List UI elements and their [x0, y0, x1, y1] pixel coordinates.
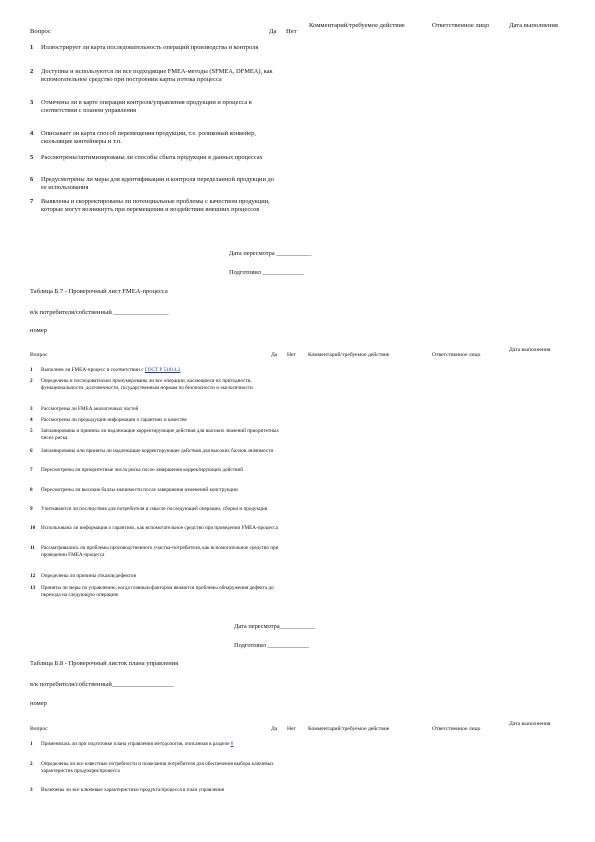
row-question: Предусмотрены ли меры для идентификации и контроля переделанной продукции до ее использования [41, 176, 274, 192]
number-label: номер [30, 327, 47, 334]
header-question: Вопрос [30, 726, 48, 732]
row-number: 7 [30, 467, 33, 473]
row-number: 3 [30, 99, 34, 106]
row-question: Включены ли все ключевые характеристики продукта/процесса в план управления [41, 787, 225, 793]
prepared-by-line: Подготовил _____________ [229, 269, 305, 276]
row-number: 2 [30, 378, 33, 384]
row-number: 2 [30, 761, 33, 767]
row-question: Отмечены ли в карте операции контроля/управления продукции и процесса в соответствии с планом управления [41, 99, 252, 115]
row-number: 4 [30, 417, 33, 423]
row-question: Пересмотрены ли приоритетные числа риска после завершения корректирующих действий [41, 467, 243, 473]
row-question: Определены и последовательно пронумерованы ли все операции, касающиеся их пригодности, функциональности, долговечности, государственным нормам по безопасности и экологичности [41, 378, 253, 391]
row-number: 9 [30, 506, 33, 512]
row-number: 1 [30, 367, 33, 373]
prepared-by-line: Подготовил _____________ [234, 642, 310, 649]
header-no: Нет [286, 28, 297, 35]
row-question: Определены ли причины отказов/дефектов [41, 573, 136, 579]
header-question: Вопрос [30, 28, 51, 35]
table-2-caption: Таблица Б.7 - Проверочный лист FMEA-процесса [30, 288, 168, 295]
row-number: 2 [30, 68, 34, 75]
header-due: Дата выполнения [509, 347, 551, 353]
row-number: 1 [30, 741, 33, 747]
header-due: Дата выполнения [509, 721, 551, 727]
review-date-line: Дата пересмотра___________ [234, 623, 315, 630]
row-question-text: Выполнен ли FMEA-процесс в соответствии с [41, 367, 145, 373]
row-number: 6 [30, 448, 33, 454]
header-responsible: Ответственное лицо [432, 22, 490, 29]
row-question: Приняты ли меры по управлению, когда главным фактором являются проблемы обнаружения дефекта до перехода на следующую операцию [41, 585, 274, 598]
header-question: Вопрос [30, 352, 48, 358]
row-question: Выявлены и скорректированы ли потенциальные проблемы с качеством продукции, которые могут возникнуть при перемещении и воздействии внешних процессов [41, 198, 270, 214]
header-comment: Комментарий/требуемое действие [308, 352, 390, 358]
row-question: Описывает ли карта способ перемещения продукции, т.е. роликовый конвейер, скользящие контейнеры и т.п. [41, 130, 256, 146]
customer-line: в/к потребителя/собственный___________________ [30, 681, 174, 688]
header-yes: Да [271, 352, 278, 358]
number-label: номер [30, 700, 47, 707]
section-link[interactable]: 6 [230, 741, 234, 747]
row-question: Рассмотрены ли предыдущие информации о гарантиях и качестве [41, 417, 187, 423]
header-no: Нет [287, 352, 296, 358]
review-date-line: Дата пересмотра ___________ [229, 250, 312, 257]
row-number: 5 [30, 428, 33, 434]
customer-line: в/к потребителя/собственный _________________ [30, 309, 169, 316]
gost-link[interactable]: ГОСТ Р 51814.2 [144, 367, 181, 373]
header-comment: Комментарий/требуемое действие [308, 726, 390, 732]
row-question [41, 741, 281, 748]
header-responsible: Ответственное лицо [432, 352, 481, 358]
row-number: 13 [30, 585, 36, 591]
row-question [41, 367, 281, 374]
header-no: Нет [287, 726, 296, 732]
row-question: Запланированы и приняты ли надлежащие корректирующие действия для высоких значений приоритетных чисел риска [41, 428, 280, 441]
header-yes: Да [269, 28, 277, 35]
row-number: 10 [30, 525, 36, 531]
row-number: 11 [30, 545, 35, 551]
row-question: Определены ли все известные потребности и пожелания потребителя для обеспечения выбора ключевых характеристик продукции/процесса [41, 761, 274, 774]
row-number: 6 [30, 176, 34, 183]
row-number: 8 [30, 487, 33, 493]
row-question: Рассмотрены ли FMEA аналогичных частей [41, 406, 139, 412]
row-number: 3 [30, 787, 33, 793]
row-number: 7 [30, 198, 34, 205]
row-question: Иллюстрирует ли карта последовательность операций производства и контроля [41, 44, 259, 51]
header-responsible: Ответственное лицо [432, 726, 481, 732]
row-question: Учитываются ли последствия для потребителя в смысле последующей операции, сборки и продукции [41, 506, 268, 512]
row-number: 3 [30, 406, 33, 412]
row-question: Рассмотрены/оптимизированы ли способы сбыта продукции в данных процессах [41, 154, 263, 161]
header-comment: Комментарий/требуемое действие [309, 22, 405, 29]
row-number: 5 [30, 154, 34, 161]
row-question: Пересмотрены ли высокие баллы значимости после завершения изменений конструкции [41, 487, 238, 493]
row-question: Использована ли информация о гарантиях, как вспомогательное средство при проведении FMEA-процесса [41, 525, 278, 531]
header-due: Дата выполнения [509, 22, 558, 29]
row-number: 12 [30, 573, 36, 579]
row-question: Доступны и используются ли все подходящие FMEA-методы (SFMEA, DFMEA), как вспомогательное средство при построении карты потока процесса [41, 68, 273, 84]
row-question: Рассматривались ли проблемы производственного участка-потребителя, как вспомогательное средство при проведении FMEA-процесса [41, 545, 279, 558]
row-question: Запланированы или приняты ли надлежащие корректирующие действия для высоких баллов значимости [41, 448, 274, 454]
header-yes: Да [271, 726, 278, 732]
row-number: 4 [30, 130, 34, 137]
row-number: 1 [30, 44, 34, 51]
row-question-text: Применялась ли при подготовке плана управления методология, описанная в разделе [41, 741, 231, 747]
table-3-caption: Таблица Б.8 - Проверочный листок плана управления [30, 660, 179, 667]
